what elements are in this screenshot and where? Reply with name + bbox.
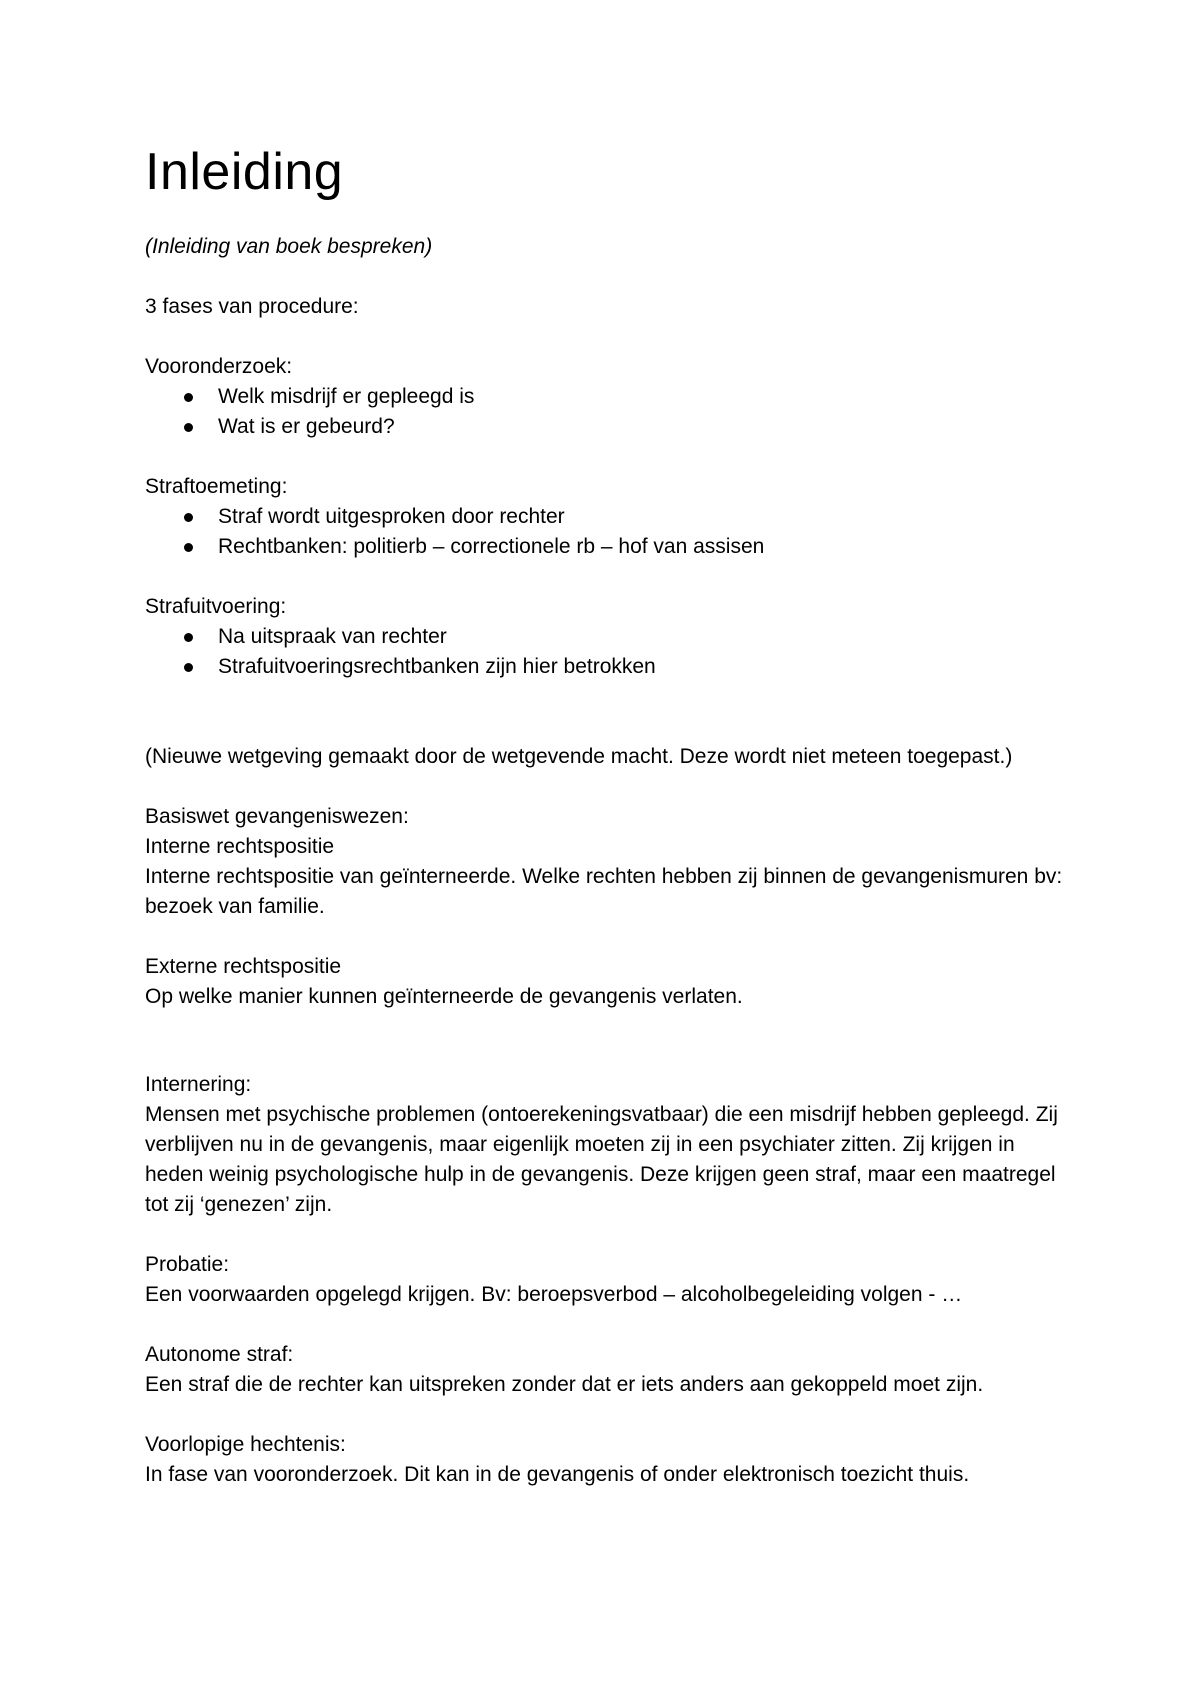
probatie-heading: Probatie: xyxy=(145,1253,230,1276)
external-position-text: Op welke manier kunnen geïnterneerde de gevangenis verlaten. xyxy=(145,985,743,1008)
voorlopige-hechtenis-text: In fase van vooronderzoek. Dit kan in de gevangenis of onder elektronisch toezicht thuis. xyxy=(145,1463,970,1486)
list-item: Straf wordt uitgesproken door rechter xyxy=(145,502,1065,532)
internering-heading: Internering: xyxy=(145,1073,252,1096)
document-page xyxy=(145,140,1065,1490)
intro-note: (Inleiding van boek bespreken) xyxy=(145,235,433,258)
basiswet-heading: Basiswet gevangeniswezen: xyxy=(145,805,409,828)
bullet-icon xyxy=(184,513,193,522)
internering-text: Mensen met psychische problemen (ontoerekeningsvatbaar) die een misdrijf hebben gepleegd. Zij verblijven nu in de gevangenis, maar eigenlijk moeten zij in een psychiater zitten. Zij krijgen in heden weinig psychologische hulp in de gevangenis. Deze krijgen geen straf, maar een maatregel tot zij ‘genezen’ zijn. xyxy=(145,1103,1058,1216)
bullet-list-straftoemeting xyxy=(145,502,1065,562)
internal-position-heading: Interne rechtspositie xyxy=(145,835,335,858)
bullet-list-strafuitvoering xyxy=(145,622,1065,682)
external-position-heading: Externe rechtspositie xyxy=(145,955,342,978)
phases-heading: 3 fases van procedure: xyxy=(145,295,359,318)
list-item: Welk misdrijf er gepleegd is xyxy=(145,382,1065,412)
bullet-icon xyxy=(184,393,193,402)
section-heading-straftoemeting: Straftoemeting: xyxy=(145,475,288,498)
list-item: Rechtbanken: politierb – correctionele rb – hof van assisen xyxy=(145,532,1065,562)
list-item: Strafuitvoeringsrechtbanken zijn hier betrokken xyxy=(145,652,1065,682)
list-item: Na uitspraak van rechter xyxy=(145,622,1065,652)
voorlopige-hechtenis-heading: Voorlopige hechtenis: xyxy=(145,1433,346,1456)
list-item: Wat is er gebeurd? xyxy=(145,412,1065,442)
legislation-note: (Nieuwe wetgeving gemaakt door de wetgevende macht. Deze wordt niet meteen toegepast.) xyxy=(145,745,1013,768)
bullet-icon xyxy=(184,663,193,672)
bullet-icon xyxy=(184,543,193,552)
autonome-straf-heading: Autonome straf: xyxy=(145,1343,294,1366)
bullet-icon xyxy=(184,423,193,432)
autonome-straf-text: Een straf die de rechter kan uitspreken zonder dat er iets anders aan gekoppeld moet zijn. xyxy=(145,1373,984,1396)
internal-position-text: Interne rechtspositie van geïnterneerde. Welke rechten hebben zij binnen de gevangenismuren bv: bezoek van familie. xyxy=(145,865,1063,918)
section-heading-vooronderzoek: Vooronderzoek: xyxy=(145,355,293,378)
probatie-text: Een voorwaarden opgelegd krijgen. Bv: beroepsverbod – alcoholbegeleiding volgen - … xyxy=(145,1283,963,1306)
bullet-list-vooronderzoek xyxy=(145,382,1065,442)
section-heading-strafuitvoering: Strafuitvoering: xyxy=(145,595,287,618)
bullet-icon xyxy=(184,633,193,642)
page-title: Inleiding xyxy=(145,143,344,201)
